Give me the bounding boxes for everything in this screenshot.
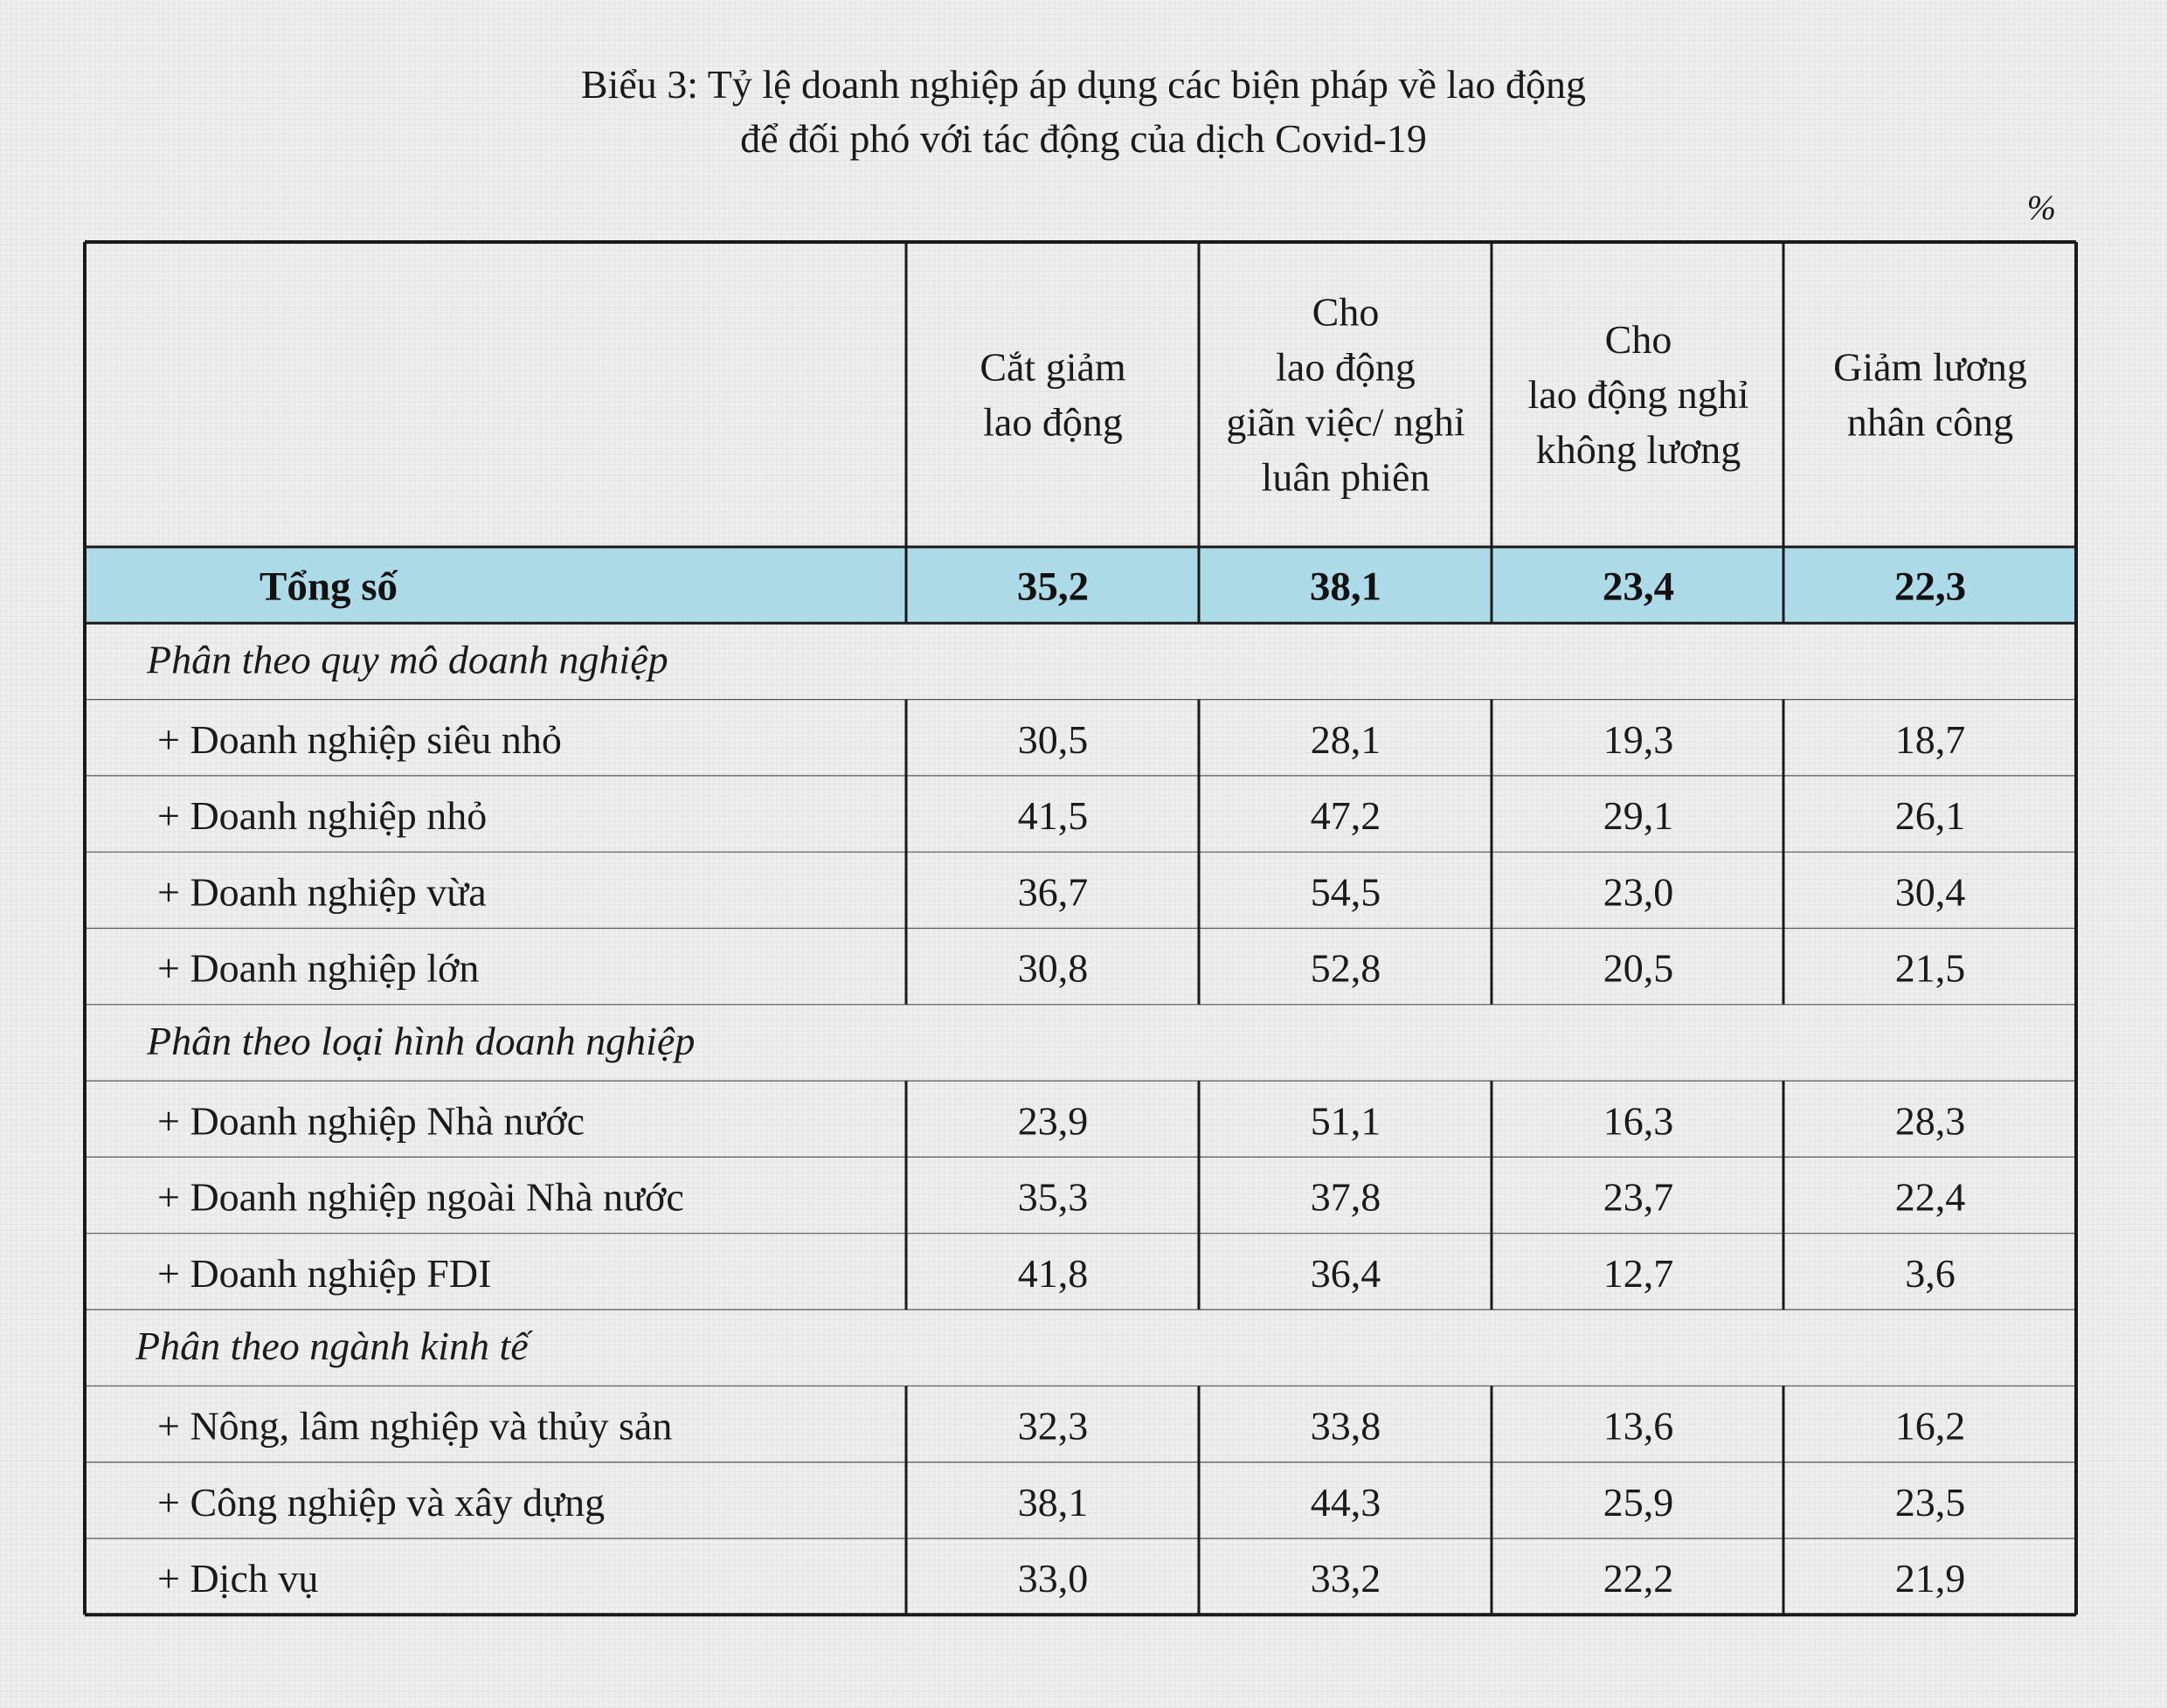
chart-title-line-1: Biểu 3: Tỷ lệ doanh nghiệp áp dụng các biện pháp về lao động (580, 62, 1587, 107)
table-cell-value-col-1: 23,9 (1017, 1098, 1089, 1144)
group-header-label: Phân theo loại hình doanh nghiệp (147, 1018, 696, 1063)
table-cell-value-col-2: 52,8 (1310, 945, 1381, 991)
table-cell-value-col-3: 22,2 (1603, 1556, 1674, 1601)
table-cell-value-col-1: 30,8 (1017, 945, 1089, 991)
table-row-label: + Doanh nghiệp vừa (157, 869, 487, 915)
table-cell-value-col-1: 32,3 (1017, 1403, 1089, 1449)
table-cell-value-col-1: 33,0 (1017, 1556, 1089, 1601)
table-cell-value-col-3: 20,5 (1603, 945, 1674, 991)
table-cell-value-col-1: 35,3 (1017, 1174, 1089, 1220)
total-value-col-2: 38,1 (1309, 564, 1382, 610)
table-cell-value-col-3: 29,1 (1603, 793, 1674, 839)
table-cell-value-col-4: 21,5 (1894, 945, 1966, 991)
column-header-2-line-1: Cho (1312, 289, 1380, 335)
unit-label: % (2026, 188, 2056, 227)
table-row-label: + Nông, lâm nghiệp và thủy sản (157, 1403, 673, 1449)
total-row-label: Tổng số (260, 564, 398, 610)
column-header-3-line-2: lao động nghỉ (1527, 372, 1749, 417)
column-header-1-line-1: Cắt giảm (980, 344, 1126, 390)
column-header-4-line-2: nhân công (1846, 399, 2014, 445)
table-cell-value-col-4: 23,5 (1894, 1479, 1966, 1525)
total-value-col-4: 22,3 (1894, 564, 1967, 610)
group-header-label: Phân theo ngành kinh tế (135, 1324, 529, 1369)
table-cell-value-col-3: 23,7 (1603, 1174, 1674, 1220)
table-cell-value-col-4: 3,6 (1905, 1250, 1956, 1296)
table-cell-value-col-4: 30,4 (1894, 869, 1966, 915)
table-cell-value-col-4: 22,4 (1894, 1174, 1966, 1220)
table-cell-value-col-3: 13,6 (1603, 1403, 1674, 1449)
table-cell-value-col-2: 47,2 (1310, 793, 1381, 839)
table-cell-value-col-2: 36,4 (1310, 1250, 1381, 1296)
table-cell-value-col-2: 33,2 (1310, 1556, 1381, 1601)
chart-title-line-2: để đối phó với tác động của dịch Covid-19 (740, 116, 1427, 161)
table-cell-value-col-4: 28,3 (1894, 1098, 1966, 1144)
table-cell-value-col-4: 18,7 (1894, 716, 1966, 762)
column-header-3-line-1: Cho (1604, 317, 1672, 362)
table-row-label: + Doanh nghiệp ngoài Nhà nước (157, 1174, 684, 1220)
column-header-3-line-3: không lương (1535, 427, 1741, 472)
table-cell-value-col-3: 25,9 (1603, 1479, 1674, 1525)
table-cell-value-col-2: 28,1 (1310, 716, 1381, 762)
column-header-1-line-2: lao động (983, 399, 1123, 445)
table-row-label: + Doanh nghiệp nhỏ (157, 793, 488, 839)
table-cell-value-col-1: 30,5 (1017, 716, 1089, 762)
total-value-col-3: 23,4 (1602, 564, 1675, 610)
table-cell-value-col-1: 41,5 (1017, 793, 1089, 839)
column-header-2-line-2: lao động (1276, 344, 1416, 390)
column-header-2-line-4: luân phiên (1261, 454, 1430, 500)
table-cell-value-col-3: 16,3 (1603, 1098, 1674, 1144)
table-cell-value-col-2: 37,8 (1310, 1174, 1381, 1220)
table-cell-value-col-2: 44,3 (1310, 1479, 1381, 1525)
table-row-label: + Công nghiệp và xây dựng (157, 1479, 606, 1525)
total-value-col-1: 35,2 (1016, 564, 1090, 610)
table-row-label: + Dịch vụ (157, 1556, 319, 1601)
column-header-2-line-3: giãn việc/ nghỉ (1226, 399, 1465, 445)
table-cell-value-col-3: 19,3 (1603, 716, 1674, 762)
table-row-label: + Doanh nghiệp Nhà nước (157, 1098, 585, 1144)
table-cell-value-col-3: 23,0 (1603, 869, 1674, 915)
table-row-label: + Doanh nghiệp siêu nhỏ (157, 716, 562, 762)
group-header-label: Phân theo quy mô doanh nghiệp (147, 637, 668, 682)
table-cell-value-col-4: 26,1 (1894, 793, 1966, 839)
table-cell-value-col-1: 41,8 (1017, 1250, 1089, 1296)
table-row-label: + Doanh nghiệp lớn (157, 945, 480, 991)
table-cell-value-col-4: 16,2 (1894, 1403, 1966, 1449)
table-cell-value-col-2: 54,5 (1310, 869, 1381, 915)
table-cell-value-col-2: 51,1 (1310, 1098, 1381, 1144)
table-cell-value-col-3: 12,7 (1603, 1250, 1674, 1296)
table-cell-value-col-1: 38,1 (1017, 1479, 1089, 1525)
table-row-label: + Doanh nghiệp FDI (157, 1250, 492, 1296)
table-cell-value-col-1: 36,7 (1017, 869, 1089, 915)
table-cell-value-col-2: 33,8 (1310, 1403, 1381, 1449)
table-cell-value-col-4: 21,9 (1894, 1556, 1966, 1601)
column-header-4-line-1: Giảm lương (1833, 344, 2027, 390)
